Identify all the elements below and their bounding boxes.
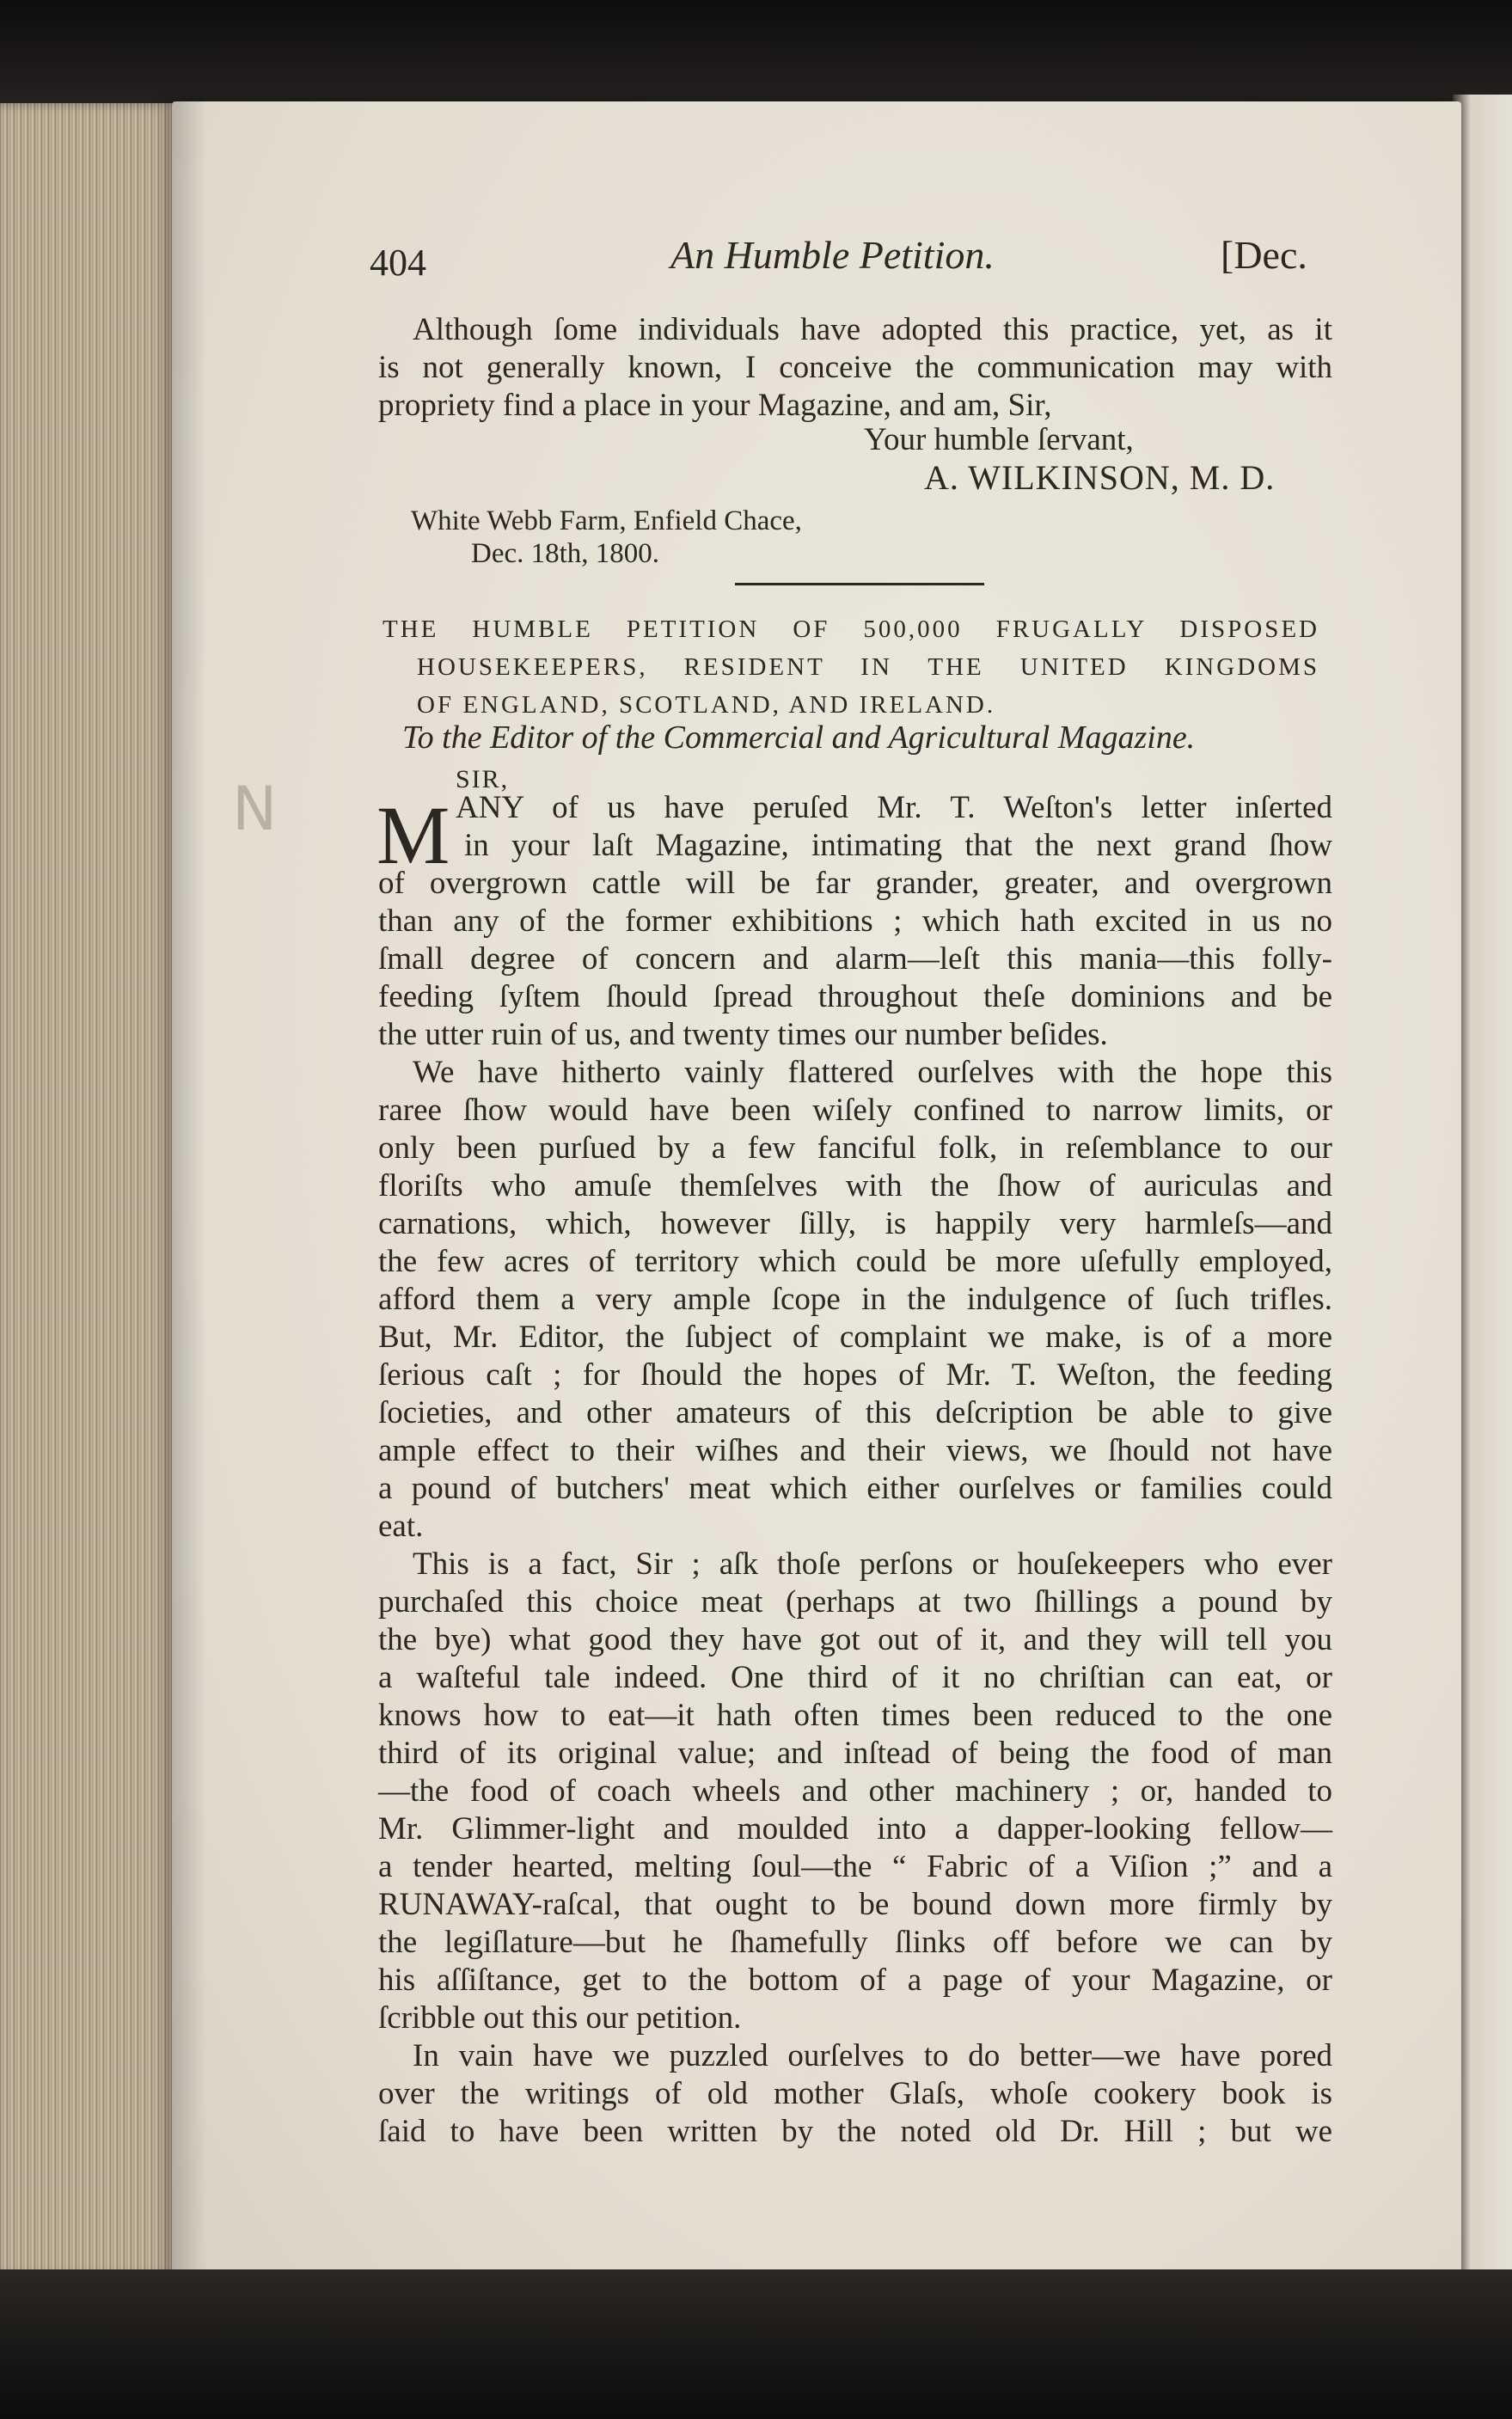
text-line: —the food of coach wheels and other machinery ; or, handed to bbox=[378, 1773, 1332, 1809]
text-line: is not generally known, I conceive the communication may with bbox=[378, 350, 1332, 385]
running-head-title: An Humble Petition. bbox=[670, 233, 995, 277]
text-line: in your laſt Magazine, intimating that the next grand ſhow bbox=[464, 828, 1332, 863]
text-line: ſocieties, and other amateurs of this deſcription be able to give bbox=[378, 1395, 1332, 1430]
text-line: the few acres of territory which could be more uſefully employed, bbox=[378, 1244, 1332, 1279]
text-line: ample effect to their wiſhes and their views, we ſhould not have bbox=[378, 1433, 1332, 1468]
text-line: We have hitherto vainly flattered ourſelves with the hope this bbox=[413, 1055, 1332, 1090]
salutation: SIR, bbox=[456, 765, 510, 793]
top-shadow bbox=[0, 0, 1512, 103]
text-line: RUNAWAY-raſcal, that ought to be bound down more firmly by bbox=[378, 1887, 1332, 1922]
text-line: feeding ſyſtem ſhould ſpread throughout theſe dominions and be bbox=[378, 979, 1332, 1014]
text-line: purchaſed this choice meat (perhaps at two ſhillings a pound by bbox=[378, 1584, 1332, 1620]
text-line: ANY of us have peruſed Mr. T. Weſton's letter inſerted bbox=[456, 790, 1332, 825]
address-date: Dec. 18th, 1800. bbox=[471, 538, 660, 569]
text-line: ſmall degree of concern and alarm—leſt this mania—this folly- bbox=[378, 941, 1332, 977]
text-line: This is a fact, Sir ; aſk thoſe perſons or houſekeepers who ever bbox=[413, 1546, 1332, 1582]
signature-name: A. WILKINSON, M. D. bbox=[924, 458, 1276, 497]
text-line: But, Mr. Editor, the ſubject of complaint we make, is of a more bbox=[378, 1320, 1332, 1355]
text-line: afford them a very ample ſcope in the indulgence of ſuch trifles. bbox=[378, 1282, 1332, 1317]
text-line: a waſteful tale indeed. One third of it no chriſtian can eat, or bbox=[378, 1660, 1332, 1695]
text-line: than any of the former exhibitions ; which hath excited in us no bbox=[378, 903, 1332, 939]
text-line: Mr. Glimmer-light and moulded into a dapper-looking fellow— bbox=[378, 1811, 1332, 1846]
running-header bbox=[370, 232, 1332, 292]
petition-title-line: OF ENGLAND, SCOTLAND, AND IRELAND. bbox=[417, 691, 996, 719]
text-line: only been purſued by a few fanciful folk, in reſemblance to our bbox=[378, 1130, 1332, 1166]
text-line: eat. bbox=[378, 1509, 424, 1544]
text-line: raree ſhow would have been wiſely confined to narrow limits, or bbox=[378, 1093, 1332, 1128]
text-line: the utter ruin of us, and twenty times our number beſides. bbox=[378, 1017, 1108, 1052]
intro-paragraph bbox=[378, 311, 1332, 425]
text-line: a pound of butchers' meat which either ourſelves or families could bbox=[378, 1471, 1332, 1506]
text-line: a tender hearted, melting ſoul—the “ Fabric of a Viſion ;” and a bbox=[378, 1849, 1332, 1884]
book-page-edges bbox=[0, 103, 198, 2278]
petition-title bbox=[383, 610, 1319, 724]
text-line: Although ſome individuals have adopted this practice, yet, as it bbox=[413, 312, 1332, 347]
text-line: the legiſlature—but he ſhamefully ſlinks off before we can by bbox=[378, 1925, 1332, 1960]
text-line: ſcribble out this our petition. bbox=[378, 2000, 742, 2036]
section-divider bbox=[735, 583, 984, 585]
text-line: knows how to eat—it hath often times been reduced to the one bbox=[378, 1698, 1332, 1733]
text-line: propriety find a place in your Magazine, and am, Sir, bbox=[378, 388, 1052, 423]
text-line: In vain have we puzzled ourſelves to do better—we have pored bbox=[413, 2038, 1332, 2073]
margin-pencil-mark: N bbox=[232, 774, 278, 844]
text-line: floriſts who amuſe themſelves with the ſhow of auriculas and bbox=[378, 1168, 1332, 1203]
text-line: ſaid to have been written by the noted old Dr. Hill ; but we bbox=[378, 2114, 1332, 2149]
text-line: carnations, which, however ſilly, is happily very harmleſs—and bbox=[378, 1206, 1332, 1241]
page-number: 404 bbox=[370, 242, 426, 284]
petition-title-line: HOUSEKEEPERS, RESIDENT IN THE UNITED KINGDOMS bbox=[417, 653, 1319, 681]
text-line: the bye) what good they have got out of it, and they will tell you bbox=[378, 1622, 1332, 1657]
text-line: ſerious caſt ; for ſhould the hopes of Mr. T. Weſton, the feeding bbox=[378, 1357, 1332, 1393]
drop-cap: M bbox=[376, 789, 450, 881]
text-line: third of its original value; and inſtead of being the food of man bbox=[378, 1736, 1332, 1771]
petition-body bbox=[378, 789, 1332, 2151]
address-place: White Webb Farm, Enfield Chace, bbox=[411, 505, 802, 536]
text-line: over the writings of old mother Glaſs, whoſe cookery book is bbox=[378, 2076, 1332, 2111]
bottom-shadow bbox=[0, 2269, 1512, 2419]
section-mark: [Dec. bbox=[1221, 233, 1307, 277]
text-line: of overgrown cattle will be far grander, greater, and overgrown bbox=[378, 866, 1332, 901]
gutter-shadow bbox=[172, 101, 206, 2314]
petition-title-line: THE HUMBLE PETITION OF 500,000 FRUGALLY DISPOSED bbox=[383, 615, 1319, 643]
addressee-line: To the Editor of the Commercial and Agricultural Magazine. bbox=[402, 720, 1196, 756]
facing-page-edge bbox=[1453, 95, 1512, 2321]
text-line: his aſſiſtance, get to the bottom of a page of your Magazine, or bbox=[378, 1963, 1332, 1998]
signature-closing: Your humble ſervant, bbox=[864, 422, 1134, 457]
